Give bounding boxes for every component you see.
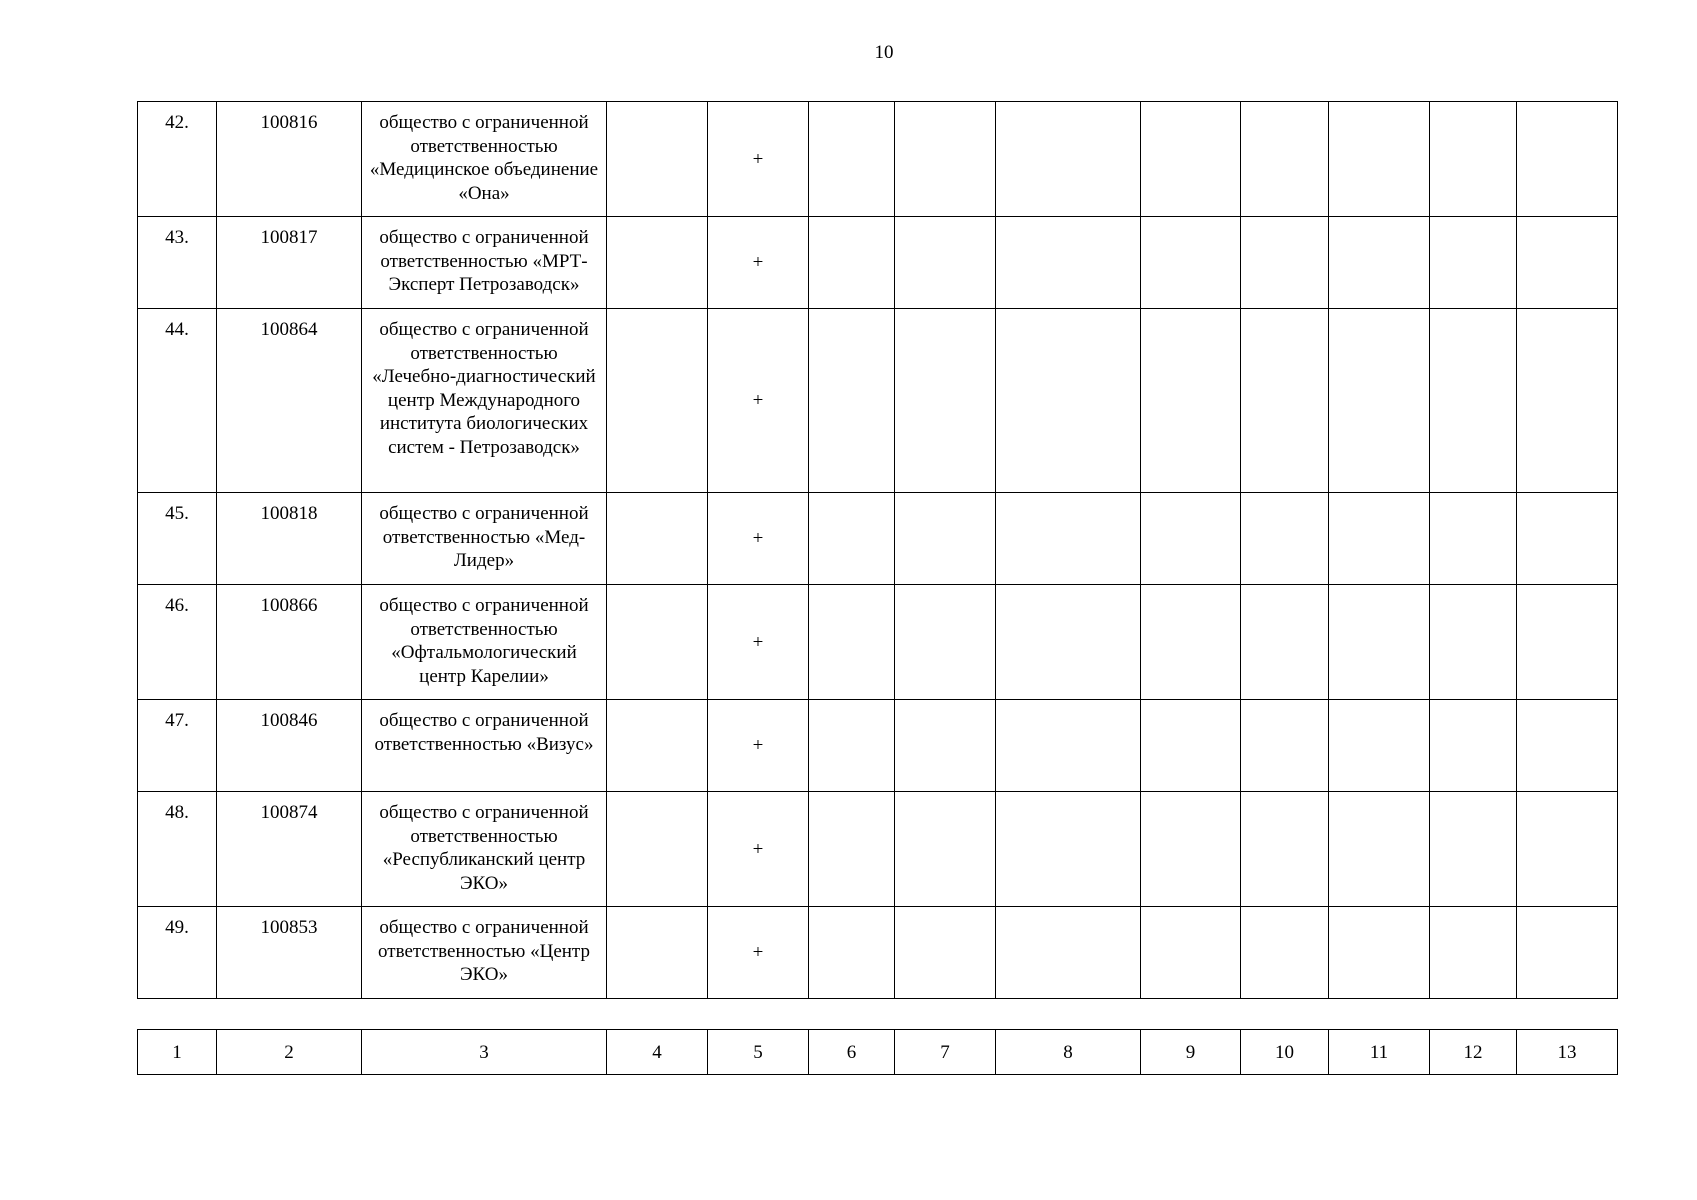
empty-cell (895, 217, 996, 309)
empty-cell (1141, 907, 1241, 999)
empty-cell (895, 309, 996, 493)
empty-cell (809, 493, 895, 585)
empty-cell (996, 493, 1141, 585)
empty-cell (607, 792, 708, 907)
empty-cell (607, 907, 708, 999)
empty-cell (895, 907, 996, 999)
row-number-cell: 49. (138, 907, 217, 999)
column-number-row (138, 1030, 1618, 1075)
empty-cell (1329, 700, 1430, 792)
plus-mark-cell: + (708, 585, 809, 700)
empty-cell (1517, 309, 1618, 493)
organization-name-cell: общество с ограниченной ответственностью «Визус» (362, 700, 607, 792)
empty-cell (809, 700, 895, 792)
empty-cell (1517, 217, 1618, 309)
table-row (138, 792, 1618, 907)
column-number-cell: 6 (809, 1030, 895, 1075)
column-number-cell: 2 (217, 1030, 362, 1075)
empty-cell (1141, 792, 1241, 907)
registry-code-cell: 100874 (217, 792, 362, 907)
empty-cell (1141, 585, 1241, 700)
column-number-cell: 9 (1141, 1030, 1241, 1075)
row-number-cell: 48. (138, 792, 217, 907)
column-number-cell: 5 (708, 1030, 809, 1075)
table-row (138, 585, 1618, 700)
row-number-cell: 42. (138, 102, 217, 217)
table-row (138, 700, 1618, 792)
empty-cell (895, 792, 996, 907)
row-number-cell: 45. (138, 493, 217, 585)
empty-cell (607, 217, 708, 309)
empty-cell (809, 102, 895, 217)
row-number-cell: 46. (138, 585, 217, 700)
empty-cell (607, 102, 708, 217)
empty-cell (809, 907, 895, 999)
empty-cell (1517, 102, 1618, 217)
plus-mark-cell: + (708, 217, 809, 309)
empty-cell (1430, 102, 1517, 217)
empty-cell (809, 792, 895, 907)
plus-mark-cell: + (708, 493, 809, 585)
empty-cell (1430, 585, 1517, 700)
empty-cell (996, 585, 1141, 700)
table-row (138, 907, 1618, 999)
column-number-cell: 1 (138, 1030, 217, 1075)
empty-cell (1430, 700, 1517, 792)
registry-code-cell: 100846 (217, 700, 362, 792)
empty-cell (1430, 309, 1517, 493)
empty-cell (996, 907, 1141, 999)
empty-cell (1329, 792, 1430, 907)
registry-code-cell: 100853 (217, 907, 362, 999)
empty-cell (1430, 217, 1517, 309)
empty-cell (1241, 700, 1329, 792)
column-number-cell: 4 (607, 1030, 708, 1075)
empty-cell (1241, 217, 1329, 309)
column-number-table (137, 1029, 1618, 1075)
empty-cell (607, 493, 708, 585)
organization-name-cell: общество с ограниченной ответственностью «Медицинское объединение «Она» (362, 102, 607, 217)
table-row (138, 217, 1618, 309)
column-number-cell: 12 (1430, 1030, 1517, 1075)
column-number-cell: 10 (1241, 1030, 1329, 1075)
column-number-cell: 7 (895, 1030, 996, 1075)
column-number-cell: 8 (996, 1030, 1141, 1075)
empty-cell (1141, 700, 1241, 792)
table-row (138, 493, 1618, 585)
organization-name-cell: общество с ограниченной ответственностью «Республиканский центр ЭКО» (362, 792, 607, 907)
organization-name-cell: общество с ограниченной ответственностью «Офтальмологический центр Карелии» (362, 585, 607, 700)
empty-cell (1141, 217, 1241, 309)
empty-cell (1241, 792, 1329, 907)
plus-mark-cell: + (708, 102, 809, 217)
empty-cell (607, 585, 708, 700)
empty-cell (1141, 102, 1241, 217)
empty-cell (1430, 792, 1517, 907)
organization-name-cell: общество с ограниченной ответственностью «МРТ-Эксперт Петрозаводск» (362, 217, 607, 309)
empty-cell (1141, 309, 1241, 493)
empty-cell (895, 493, 996, 585)
empty-cell (1241, 907, 1329, 999)
empty-cell (809, 585, 895, 700)
registry-code-cell: 100818 (217, 493, 362, 585)
empty-cell (1241, 102, 1329, 217)
empty-cell (996, 309, 1141, 493)
empty-cell (1329, 309, 1430, 493)
registry-code-cell: 100866 (217, 585, 362, 700)
empty-cell (1517, 585, 1618, 700)
empty-cell (607, 309, 708, 493)
registry-code-cell: 100864 (217, 309, 362, 493)
empty-cell (1329, 493, 1430, 585)
empty-cell (895, 700, 996, 792)
organizations-table (137, 101, 1618, 999)
plus-mark-cell: + (708, 907, 809, 999)
empty-cell (607, 700, 708, 792)
empty-cell (1517, 792, 1618, 907)
row-number-cell: 43. (138, 217, 217, 309)
empty-cell (895, 585, 996, 700)
organization-name-cell: общество с ограниченной ответственностью «Центр ЭКО» (362, 907, 607, 999)
empty-cell (809, 309, 895, 493)
registry-code-cell: 100817 (217, 217, 362, 309)
empty-cell (1517, 493, 1618, 585)
empty-cell (1141, 493, 1241, 585)
empty-cell (1241, 585, 1329, 700)
empty-cell (1329, 217, 1430, 309)
page-number: 10 (874, 42, 894, 63)
empty-cell (1329, 102, 1430, 217)
empty-cell (809, 217, 895, 309)
empty-cell (1329, 907, 1430, 999)
empty-cell (996, 792, 1141, 907)
plus-mark-cell: + (708, 792, 809, 907)
plus-mark-cell: + (708, 309, 809, 493)
plus-mark-cell: + (708, 700, 809, 792)
column-number-cell: 13 (1517, 1030, 1618, 1075)
table-row (138, 102, 1618, 217)
empty-cell (1430, 493, 1517, 585)
empty-cell (996, 217, 1141, 309)
column-number-cell: 3 (362, 1030, 607, 1075)
empty-cell (996, 102, 1141, 217)
table-row (138, 309, 1618, 493)
empty-cell (1241, 309, 1329, 493)
empty-cell (1329, 585, 1430, 700)
column-number-cell: 11 (1329, 1030, 1430, 1075)
organization-name-cell: общество с ограниченной ответственностью «Лечебно-диагностический центр Международного института биологических систем - Петрозаводск» (362, 309, 607, 493)
empty-cell (1517, 700, 1618, 792)
registry-code-cell: 100816 (217, 102, 362, 217)
row-number-cell: 47. (138, 700, 217, 792)
empty-cell (1241, 493, 1329, 585)
organization-name-cell: общество с ограниченной ответственностью «Мед-Лидер» (362, 493, 607, 585)
row-number-cell: 44. (138, 309, 217, 493)
empty-cell (1517, 907, 1618, 999)
empty-cell (996, 700, 1141, 792)
empty-cell (895, 102, 996, 217)
empty-cell (1430, 907, 1517, 999)
